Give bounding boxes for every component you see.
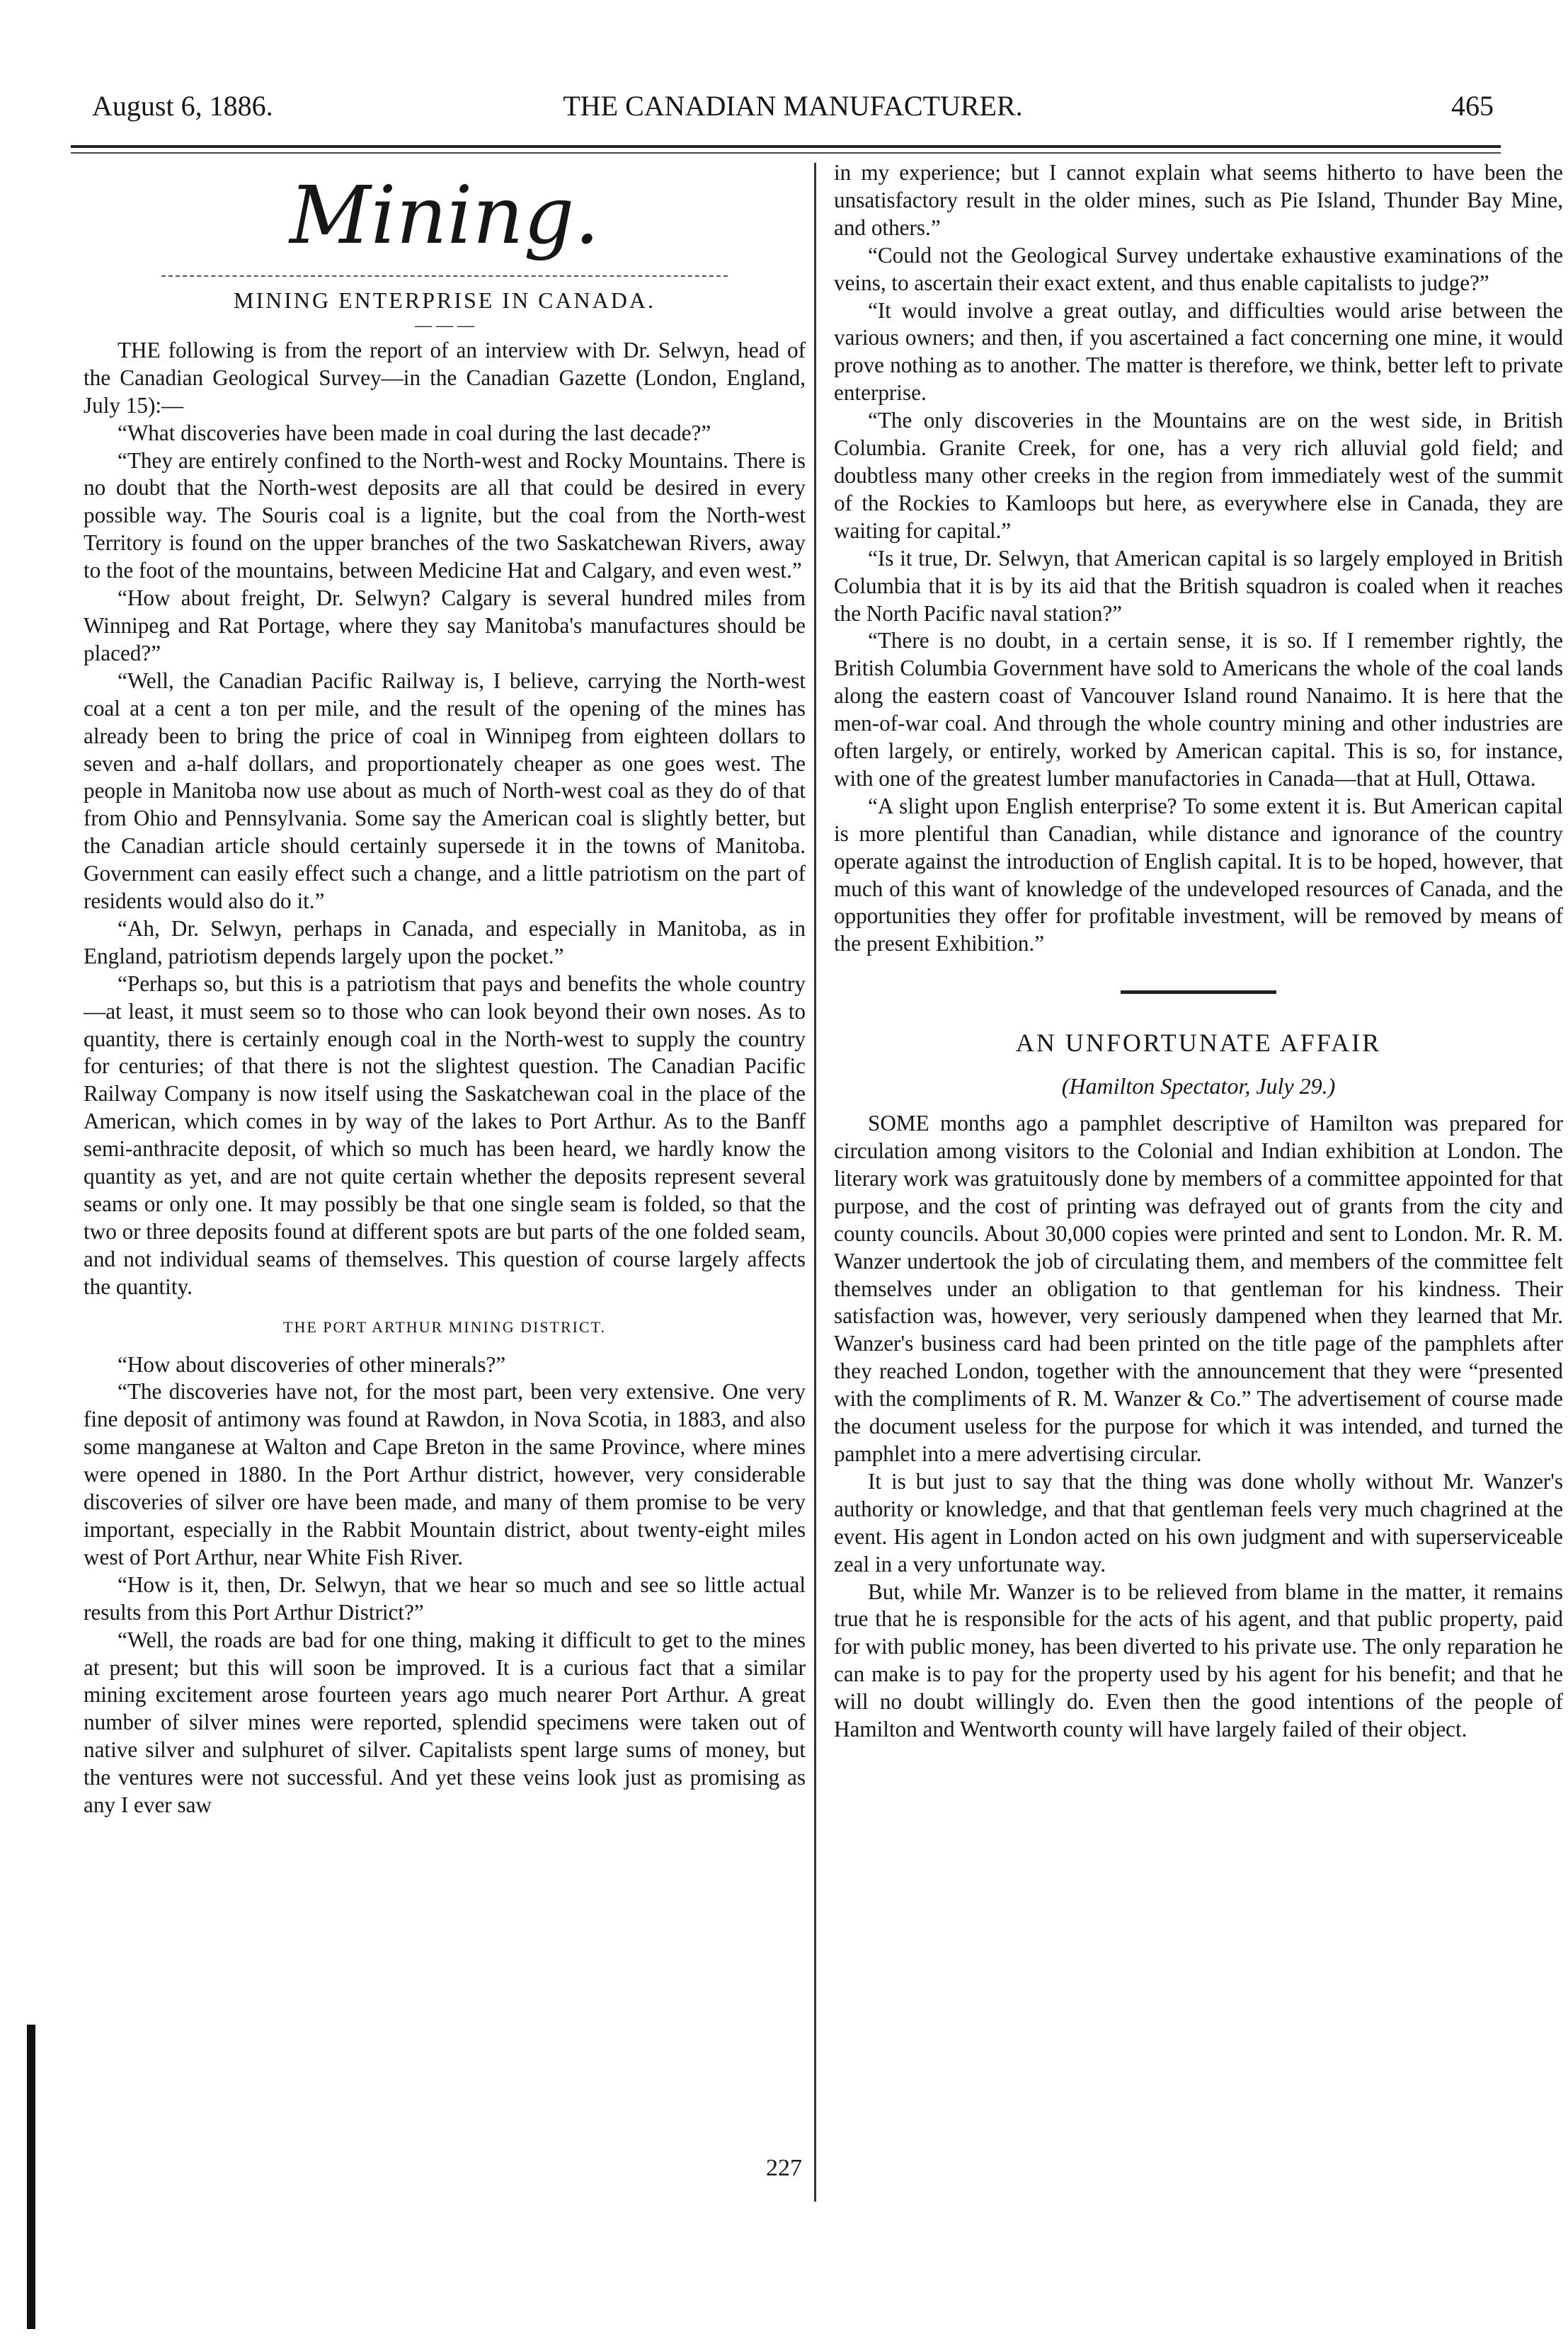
article-paragraph: “Ah, Dr. Selwyn, perhaps in Canada, and especially in Manitoba, as in England, patriotism depends largely upon the pocket.” [84,915,806,968]
page-number: 465 [1451,90,1494,122]
left-column [84,159,806,1819]
article-title: MINING ENTERPRISE IN CANADA. [234,287,656,313]
article-paragraph: “How about discoveries of other minerals?” [118,1351,506,1377]
article-paragraph: “The discoveries have not, for the most part, been very extensive. One very fine deposit of antimony was found at Rawdon, in Nova Scotia, in 1883, and also some manganese at Walton and Cape Breton in the same Province, where mines were opened in 1880. In the Port Arthur district, however, very considerable discoveries of silver ore have been made, and many of them promise to be very important, especially in the Rabbit Mountain district, about twenty-eight miles west of Port Arthur, near White Fish River. [84,1379,806,1569]
article-paragraph: “There is no doubt, in a certain sense, it is so. If I remember rightly, the British Columbia Government have sold to Americans the whole of the coal lands along the eastern coast of Vancouver Island round Nanaimo. It is here that the men-of-war coal. And through the whole country mining and other industries are often largely, or entirely, worked by American capital. This is so, for instance, with one of the greatest lumber manufactories in Canada—that at Hull, Ottawa. [834,628,1563,791]
running-header [92,89,1494,139]
article-paragraph: “The only discoveries in the Mountains are on the west side, in British Columbia. Granite Creek, for one, has a very rich alluvial gold field; and doubtless many other creeks in the region from immediately west of the summit of the Rockies to Kamloops but here, as everywhere else in Canada, they are waiting for capital.” [834,408,1563,543]
scan-edge [27,2025,35,2329]
publication-title: THE CANADIAN MANUFACTURER. [563,90,1023,122]
article-byline: (Hamilton Spectator, July 29.) [1061,1073,1336,1099]
article-paragraph: “Well, the roads are bad for one thing, making it difficult to get to the mines at present; but this will soon be improved. It is a curious fact that a similar mining excitement arose fourteen years ago much nearer Port Arthur. A great number of silver mines were reported, splendid specimens were taken out of native silver and sulphuret of silver. Capitalists spent large sums of money, but the ventures were not successful. And yet these veins look just as promising as any I ever saw [84,1627,806,1818]
article-title: AN UNFORTUNATE AFFAIR [1015,1029,1382,1058]
title-separator: — — — [415,316,474,335]
article-paragraph: in my experience; but I cannot explain what seems hitherto to have been the unsatisfactory result in the older mines, such as Pie Island, Thunder Bay Mine, and others.” [834,160,1563,240]
section-title: Mining. [290,170,600,262]
article-paragraph: “Could not the Geological Survey undertake exhaustive examinations of the veins, to ascertain their exact extent, and thus enable capitalists to judge?” [834,242,1563,295]
article-paragraph: “It would involve a great outlay, and difficulties would arise between the various owners; and then, if you ascertained a fact concerning one mine, it would prove nothing as to another. The matter is therefore, we think, better left to private enterprise. [834,297,1563,406]
article-paragraph: But, while Mr. Wanzer is to be relieved from blame in the matter, it remains true that he is responsible for the acts of his agent, and that public property, paid for with public money, has been diverted to his private use. The only reparation he can make is to pay for the property used by his agent for his benefit; and that he will no doubt willingly do. Even then the good intentions of the people of Hamilton and Wentworth county will have largely failed of their object. [834,1579,1563,1742]
article-paragraph: “A slight upon English enterprise? To some extent it is. But American capital is more plentiful than Canadian, while distance and ignorance of the country operate against the introduction of English capital. It is to be hoped, however, that much of this want of knowledge of the undeveloped resources of Canada, and the opportunities they offer for profitable investment, will be removed by means of the present Exhibition.” [834,793,1563,956]
article-divider [1121,990,1276,994]
article-paragraph: THE following is from the report of an interview with Dr. Selwyn, head of the Canadian Geological Survey—in the Canadian Gazette (London, England, July 15):— [84,337,806,418]
header-rule [71,145,1501,154]
subheading: THE PORT ARTHUR MINING DISTRICT. [283,1317,606,1336]
right-column [834,159,1563,1744]
issue-date: August 6, 1886. [92,90,273,122]
article-paragraph: “They are entirely confined to the North-west and Rocky Mountains. There is no doubt that the North-west deposits are all that could be desired in every possible way. The Souris coal is a lignite, but the coal from the North-west Territory is found on the upper branches of the two Saskatchewan Rivers, away to the foot of the mountains, between Medicine Hat and Calgary, and even west.” [84,447,806,583]
column-rule [814,163,816,2202]
article-paragraph: “How is it, then, Dr. Selwyn, that we hear so much and see so little actual results from this Port Arthur District?” [84,1572,806,1625]
folio-number: 227 [766,2155,802,2181]
article-paragraph: It is but just to say that the thing was done wholly without Mr. Wanzer's authority or knowledge, and that that gentleman feels very much chagrined at the event. His agent in London acted on his own judgment and with superserviceable zeal in a very unfortunate way. [834,1468,1563,1577]
article-paragraph: “Well, the Canadian Pacific Railway is, I believe, carrying the North-west coal at a cent a ton per mile, and the result of the opening of the mines has already been to bring the price of coal in Winnipeg from eighteen dollars to seven and a-half dollars, and proportionately cheaper as one goes west. The people in Manitoba now use about as much of North-west coal as they do of that from Ohio and Pennsylvania. Some say the American coal is slightly better, but the Canadian article should certainly supersede it in the towns of Manitoba. Government can easily effect such a change, and a little patriotism on the part of residents would also do it.” [84,668,806,914]
article-paragraph: SOME months ago a pamphlet descriptive of Hamilton was prepared for circulation among visitors to the Colonial and Indian exhibition at London. The literary work was gratuitously done by members of a committee appointed for that purpose, and the cost of printing was defrayed out of grants from the city and county councils. About 30,000 copies were printed and sent to London. Mr. R. M. Wanzer undertook the job of circulating them, and members of the committee felt themselves under an obligation to that gentleman for his kindness. Their satisfaction was, however, very seriously dampened when they learned that Mr. Wanzer's business card had been printed on the title page of the pamphlets after they reached London, together with the announcement that they were “presented with the compliments of R. M. Wanzer & Co.” The advertisement of course made the document useless for the purpose for which it was intended, and turned the pamphlet into a mere advertising circular. [834,1111,1563,1466]
article-paragraph: “How about freight, Dr. Selwyn? Calgary is several hundred miles from Winnipeg and Rat Portage, where they say Manitoba's manufactures should be placed?” [84,585,806,665]
article-paragraph: “Is it true, Dr. Selwyn, that American capital is so largely employed in British Columbia that it is by its aid that the British squadron is coaled when it reaches the North Pacific naval station?” [834,545,1563,626]
title-divider [161,275,728,277]
article-paragraph: “Perhaps so, but this is a patriotism that pays and benefits the whole country—at least, it must seem so to those who can look beyond their own noses. As to quantity, there is certainly enough coal in the North-west to supply the country for centuries; of that there is not the slightest question. The Canadian Pacific Railway Company is now itself using the Saskatchewan coal in the place of the American, which comes in by way of the lakes to Port Arthur. As to the Banff semi-anthracite deposit, of which so much has been heard, we hardly know the quantity as yet, and are not quite certain whether the deposits represent several seams or only one. It may possibly be that one single seam is folded, so that the two or three deposits found at different spots are but parts of the one folded seam, and not individual seams of themselves. This question of course largely affects the quantity. [84,971,806,1299]
article-paragraph: “What discoveries have been made in coal during the last decade?” [118,420,711,445]
